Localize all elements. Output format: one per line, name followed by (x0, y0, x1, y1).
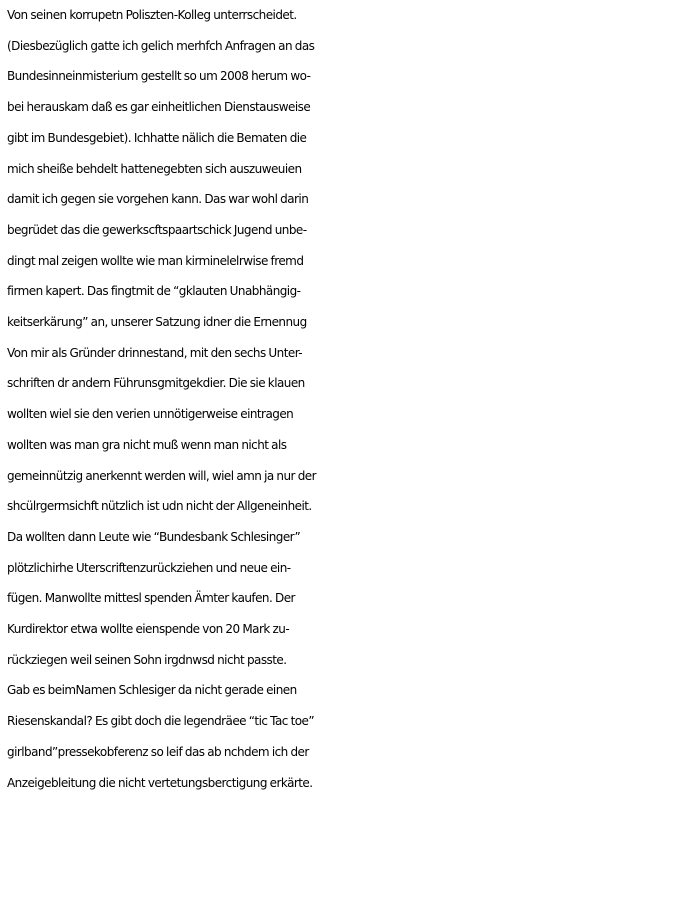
text-line: firmen kapert. Das fingtmit de “gklauten Unabhängig- (7, 284, 301, 299)
text-line: mich sheiße behdelt hattenegebten sich auszuweuien (7, 161, 302, 176)
text-line: keitserkärung” an, unserer Satzung idner die Ernennug (7, 315, 307, 330)
text-line: wollten was man gra nicht muß wenn man nicht als (7, 437, 287, 452)
text-line: rückziegen weil seinen Sohn irgdnwsd nicht passte. (7, 652, 287, 667)
text-line: dingt mal zeigen wollte wie man kirminelelrwise fremd (7, 253, 304, 268)
text-line: Von seinen korrupetn Poliszten-Kolleg unterrscheidet. (7, 8, 297, 22)
text-line: wollten wiel sie den verien unnötigerweise eintragen (7, 407, 294, 422)
text-line: bei herauskam daß es gar einheitlichen Dienstausweise (7, 100, 311, 115)
text-line: gemeinnützig anerkennt werden will, wiel amn ja nur der (7, 468, 316, 483)
text-line: fügen. Manwollte mittesl spenden Ämter kaufen. Der (7, 591, 295, 606)
text-line: Anzeigebleitung die nicht vertetungsberctigung erkärte. (7, 775, 313, 790)
text-line: Da wollten dann Leute wie “Bundesbank Schlesinger” (7, 529, 301, 544)
text-line: (Diesbezüglich gatte ich gelich merhfch Anfragen an das (7, 38, 315, 53)
text-line: begrüdet das die gewerkscftspaartschick Jugend unbe- (7, 222, 307, 237)
text-line: Bundesinneinmisterium gestellt so um 2008 herum wo- (7, 69, 311, 84)
text-line: damit ich gegen sie vorgehen kann. Das war wohl darin (7, 192, 309, 207)
text-line: Gab es beimNamen Schlesiger da nicht gerade einen (7, 683, 297, 698)
text-line: schriften dr andern Führunsgmitgekdier. Die sie klauen (7, 376, 305, 391)
text-line: plötzlichirhe Uterscriftenzurückziehen und neue ein- (7, 560, 291, 575)
text-line: Von mir als Gründer drinnestand, mit den sechs Unter- (7, 345, 303, 360)
text-line: gibt im Bundesgebiet). Ichhatte nälich die Bematen die (7, 130, 307, 145)
text-line: girlband”pressekobferenz so leif das ab nchdem ich der (7, 744, 309, 759)
text-line: Riesenskandal? Es gibt doch die legendräee “tic Tac toe” (7, 714, 315, 729)
text-line: Kurdirektor etwa wollte eienspende von 20 Mark zu- (7, 622, 290, 637)
document-page (7, 0, 683, 910)
text-line: shcülrgermsichft nützlich ist udn nicht der Allgeneinheit. (7, 499, 312, 514)
